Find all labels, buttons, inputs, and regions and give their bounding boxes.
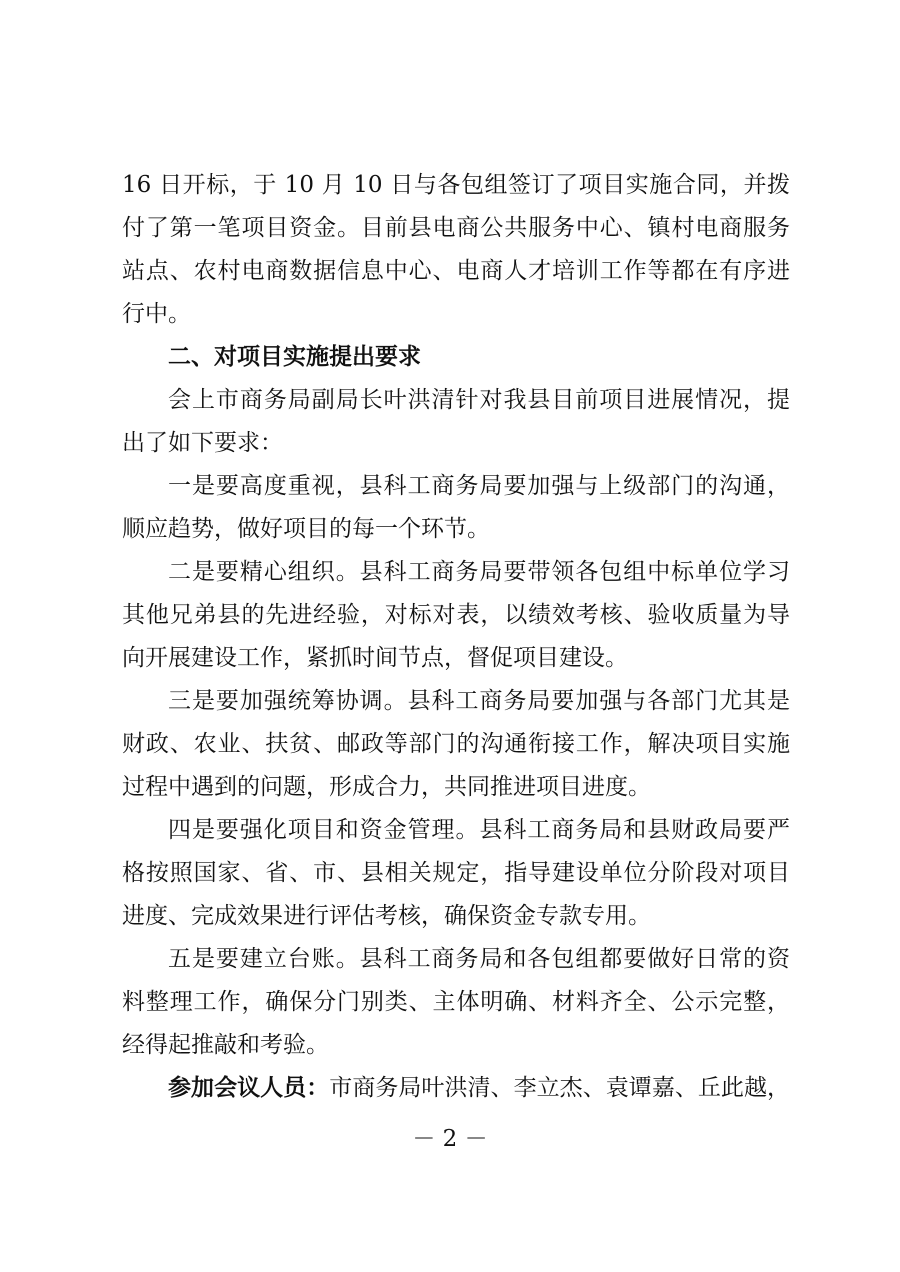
page-number: － 2 － <box>412 1126 488 1152</box>
paragraph-line: 进度、完成效果进行评估考核，确保资金专款专用。 <box>122 903 651 929</box>
paragraph-line: 16 日开标，于 10 月 10 日与各包组签订了项目实施合同，并拨 <box>122 172 790 198</box>
paragraph-line: 经得起推敲和考验。 <box>122 1032 329 1058</box>
paragraph-line: 财政、农业、扶贫、邮政等部门的沟通衔接工作，解决项目实施 <box>122 731 790 757</box>
paragraph-line: 会上市商务局副局长叶洪清针对我县目前项目进展情况，提 <box>168 387 790 413</box>
paragraph-line: 顺应趋势，做好项目的每一个环节。 <box>122 516 490 542</box>
paragraph-line: 其他兄弟县的先进经验，对标对表，以绩效考核、验收质量为导 <box>122 602 790 628</box>
paragraph-line: 格按照国家、省、市、县相关规定，指导建设单位分阶段对项目 <box>122 860 790 886</box>
attendees-label: 参加会议人员： <box>168 1075 330 1101</box>
paragraph-line: 站点、农村电商数据信息中心、电商人才培训工作等都在有序进 <box>122 258 790 284</box>
paragraph-line: 二是要精心组织。县科工商务局要带领各包组中标单位学习 <box>168 559 790 585</box>
paragraph-line: 过程中遇到的问题，形成合力，共同推进项目进度。 <box>122 774 651 800</box>
paragraph-line: 料整理工作，确保分门别类、主体明确、材料齐全、公示完整， <box>122 989 790 1015</box>
paragraph-line: 出了如下要求： <box>122 430 283 456</box>
section-heading: 二、对项目实施提出要求 <box>168 344 421 370</box>
paragraph-line: 付了第一笔项目资金。目前县电商公共服务中心、镇村电商服务 <box>122 215 790 241</box>
paragraph-line: 一是要高度重视，县科工商务局要加强与上级部门的沟通， <box>168 473 790 499</box>
paragraph-line: 五是要建立台账。县科工商务局和各包组都要做好日常的资 <box>168 946 790 972</box>
attendees-text: 市商务局叶洪清、李立杰、袁谭嘉、丘此越， <box>329 1075 790 1101</box>
paragraph-line: 三是要加强统筹协调。县科工商务局要加强与各部门尤其是 <box>168 688 790 714</box>
paragraph-line: 四是要强化项目和资金管理。县科工商务局和县财政局要严 <box>168 817 790 843</box>
paragraph-line: 向开展建设工作，紧抓时间节点，督促项目建设。 <box>122 645 628 671</box>
paragraph-line: 行中。 <box>122 301 191 327</box>
attendees-line <box>168 1073 790 1103</box>
